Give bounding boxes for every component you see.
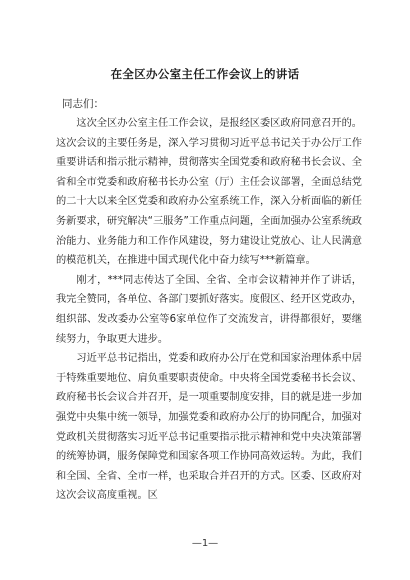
paragraph: 刚才，***同志传达了全国、全省、全市会议精神并作了讲话，我完全赞同，各单位、各部门要抓好落实。度假区、经开区党政办，组织部、发改委办公室等6家单位作了交流发言，讲得都很好，要继续努力，争取更大进步。 xyxy=(56,274,362,345)
document-body xyxy=(56,114,362,506)
paragraph: 这次全区办公室主任工作会议，是报经区委区政府同意召开的。这次会议的主要任务是，深入学习贯彻习近平总书记关于办公厅工作重要讲话和指示批示精神，贯彻落实全国党委和政府秘书长会议、全省和全市党委和政府秘书长办公室（厅）主任会议部署，全面总结党的二十大以来全区党委和政府办公室系统工作，深入分析面临的新任务新要求，研究解决“三服务”工作重点问题，全面加强办公室系统政治能力、业务能力和工作作风建设，努力建设让党放心、让人民满意的模范机关，在推进中国式现代化中奋力续写***新篇章。 xyxy=(56,118,362,267)
document-title: 在全区办公室主任工作会议上的讲话 xyxy=(110,67,300,81)
paragraph: 习近平总书记指出，党委和政府办公厅在党和国家治理体系中居于特殊重要地位、肩负重要职责使命。中央将全国党委秘书长会议、政府秘书长会议合并召开，是一项重要制度安排，目的就是进一步加强党中央集中统一领导，加强党委和政府办公厅的协同配合，加强对党政机关贯彻落实习近平总书记重要指示批示精神和党中央决策部署的统筹协调，服务保障党和国家各项工作协同高效运转。为此，我们和全国、全省、全市一样，也采取合并召开的方式。区委、区政府对这次会议高度重视。区 xyxy=(56,353,362,502)
page-number: —1— xyxy=(191,538,219,549)
salutation: 同志们： xyxy=(62,98,104,110)
